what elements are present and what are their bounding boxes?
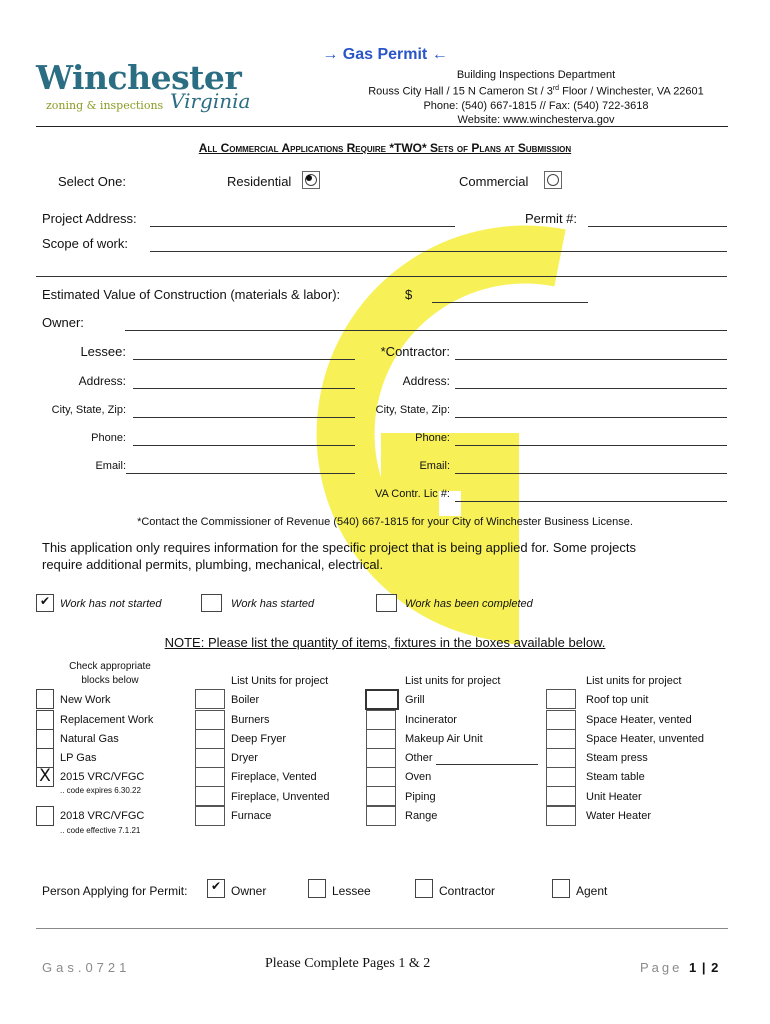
- permit-number-input[interactable]: [588, 226, 727, 227]
- roof-top-unit-label: Roof top unit: [586, 694, 649, 706]
- estimated-value-input[interactable]: [432, 302, 588, 303]
- header-divider: [36, 126, 728, 127]
- new-work-label: New Work: [60, 694, 111, 706]
- owner-checkbox[interactable]: ✔: [207, 879, 225, 898]
- roof-top-unit-qty[interactable]: [546, 689, 576, 709]
- deep-fryer-label: Deep Fryer: [231, 733, 287, 745]
- logo-state: Virginia: [170, 89, 251, 113]
- vrc-2015-label: 2015 VRC/VFGC: [60, 771, 145, 783]
- dryer-label: Dryer: [231, 752, 258, 764]
- residential-radio[interactable]: [302, 171, 320, 189]
- space-heater-vented-qty[interactable]: [546, 710, 576, 730]
- lp-gas-label: LP Gas: [60, 752, 97, 764]
- work-not-started-checkbox[interactable]: ✔: [36, 594, 54, 612]
- lessee-checkbox[interactable]: [308, 879, 326, 898]
- lessee-email-label: Email:: [95, 460, 126, 472]
- natural-gas-label: Natural Gas: [60, 733, 119, 745]
- lessee-label: Lessee:: [80, 344, 126, 359]
- work-completed-checkbox[interactable]: [376, 594, 397, 612]
- agent-checkbox[interactable]: [552, 879, 570, 898]
- makeup-air-unit-qty[interactable]: [366, 729, 396, 749]
- dollar-sign: $: [405, 287, 413, 302]
- work-started-label: Work has started: [231, 598, 315, 610]
- new-work-checkbox[interactable]: [36, 689, 54, 709]
- lp-gas-checkbox[interactable]: [36, 748, 54, 768]
- va-license-label: VA Contr. Lic #:: [374, 488, 450, 500]
- page-title: → Gas Permit ←: [322, 46, 448, 63]
- lessee-phone-input[interactable]: [133, 445, 355, 446]
- fireplace-vented-qty[interactable]: [195, 767, 225, 787]
- lessee-phone-label: Phone:: [91, 432, 126, 444]
- grill-qty[interactable]: [365, 689, 399, 710]
- deep-fryer-qty[interactable]: [195, 729, 225, 749]
- col3-header: List units for project: [405, 675, 501, 687]
- grill-label: Grill: [405, 694, 425, 706]
- fireplace-vented-label: Fireplace, Vented: [231, 771, 317, 783]
- complete-pages-note: Please Complete Pages 1 & 2: [265, 956, 431, 971]
- other-qty[interactable]: [366, 748, 396, 768]
- department-info: [362, 68, 710, 127]
- permit-number-label: Permit #:: [525, 211, 578, 226]
- space-heater-unvented-qty[interactable]: [546, 729, 576, 749]
- contractor-email-input[interactable]: [455, 473, 727, 474]
- makeup-air-unit-label: Makeup Air Unit: [405, 733, 483, 745]
- other-description-input[interactable]: [436, 764, 538, 765]
- work-completed-label: Work has been completed: [405, 598, 533, 610]
- contractor-email-label: Email:: [419, 460, 450, 472]
- furnace-qty[interactable]: [195, 806, 225, 826]
- water-heater-qty[interactable]: [546, 806, 576, 826]
- lessee-city-input[interactable]: [133, 417, 355, 418]
- owner-input[interactable]: [125, 330, 727, 331]
- va-license-input[interactable]: [455, 501, 727, 502]
- project-address-input[interactable]: [150, 226, 455, 227]
- application-note-line-1: This application only requires information for the specific project that is being applied for. Some projects: [42, 540, 636, 555]
- contractor-address-input[interactable]: [455, 388, 727, 389]
- department-website: Website: www.winchesterva.gov: [457, 113, 615, 126]
- estimated-value-label: Estimated Value of Construction (materials & labor):: [42, 287, 341, 302]
- logo-wordmark: Winchester: [36, 58, 242, 97]
- plans-requirement-heading: All Commercial Applications Require *TWO* Sets of Plans at Submission: [198, 141, 572, 155]
- fireplace-unvented-qty[interactable]: [195, 786, 225, 806]
- department-name: Building Inspections Department: [456, 69, 616, 81]
- owner-label: Owner:: [42, 315, 84, 330]
- steam-table-qty[interactable]: [546, 767, 576, 787]
- scope-label: Scope of work:: [42, 236, 128, 251]
- water-heater-label: Water Heater: [586, 810, 652, 822]
- form-code: Gas.0721: [42, 960, 131, 975]
- replacement-work-label: Replacement Work: [60, 714, 154, 726]
- lessee-email-input[interactable]: [126, 473, 355, 474]
- range-qty[interactable]: [366, 806, 396, 826]
- commercial-label: Commercial: [459, 174, 529, 189]
- contractor-input[interactable]: [455, 359, 727, 360]
- project-address-label: Project Address:: [42, 211, 137, 226]
- other-label: Other: [405, 752, 433, 764]
- space-heater-unvented-label: Space Heater, unvented: [586, 733, 705, 745]
- replacement-work-checkbox[interactable]: [36, 710, 54, 730]
- commercial-radio[interactable]: [544, 171, 562, 189]
- logo-subtitle: zoning & inspections: [46, 99, 164, 112]
- boiler-label: Boiler: [231, 694, 260, 706]
- dryer-qty[interactable]: [195, 748, 225, 768]
- unit-heater-qty[interactable]: [546, 786, 576, 806]
- natural-gas-checkbox[interactable]: [36, 729, 54, 749]
- col1-header-line-2: blocks below: [81, 675, 139, 686]
- contractor-option-label: Contractor: [439, 884, 496, 898]
- lessee-input[interactable]: [133, 359, 355, 360]
- vrc-2018-checkbox[interactable]: [36, 806, 54, 826]
- contractor-city-input[interactable]: [455, 417, 727, 418]
- incinerator-label: Incinerator: [405, 714, 457, 726]
- contractor-phone-label: Phone:: [415, 432, 450, 444]
- space-heater-vented-label: Space Heater, vented: [586, 714, 692, 726]
- col4-header: List units for project: [586, 675, 682, 687]
- boiler-qty[interactable]: [195, 689, 225, 709]
- burners-qty[interactable]: [195, 710, 225, 730]
- footer-divider: [36, 928, 728, 929]
- vrc-2018-note: .. code effective 7.1.21: [60, 826, 141, 835]
- steam-table-label: Steam table: [586, 771, 645, 783]
- scope-input-line-2[interactable]: [36, 276, 727, 277]
- vrc-2018-label: 2018 VRC/VFGC: [60, 810, 145, 822]
- owner-option-label: Owner: [231, 884, 267, 898]
- contractor-checkbox[interactable]: [415, 879, 433, 898]
- lessee-city-label: City, State, Zip:: [51, 404, 126, 416]
- page-number: Page 1 | 2: [640, 960, 720, 975]
- department-phone: Phone: (540) 667-1815 // Fax: (540) 722-3618: [423, 99, 649, 112]
- lessee-address-input[interactable]: [133, 388, 355, 389]
- oven-qty[interactable]: [366, 767, 396, 787]
- quantity-note: NOTE: Please list the quantity of items, fixtures in the boxes available below.: [164, 635, 606, 650]
- lessee-option-label: Lessee: [332, 884, 371, 898]
- agent-option-label: Agent: [576, 884, 608, 898]
- work-not-started-label: Work has not started: [60, 598, 162, 610]
- col2-header: List Units for project: [231, 675, 329, 687]
- steam-press-qty[interactable]: [546, 748, 576, 768]
- work-started-checkbox[interactable]: [201, 594, 222, 612]
- oven-label: Oven: [405, 771, 432, 783]
- range-label: Range: [405, 810, 438, 822]
- contractor-phone-input[interactable]: [455, 445, 727, 446]
- fireplace-unvented-label: Fireplace, Unvented: [231, 791, 330, 803]
- application-note-line-2: require additional permits, plumbing, mechanical, electrical.: [42, 557, 384, 572]
- applicant-label: Person Applying for Permit:: [42, 884, 188, 898]
- piping-label: Piping: [405, 791, 436, 803]
- piping-qty[interactable]: [366, 786, 396, 806]
- unit-heater-label: Unit Heater: [586, 791, 642, 803]
- contractor-city-label: City, State, Zip:: [375, 404, 450, 416]
- vrc-2015-note: .. code expires 6.30.22: [60, 786, 141, 795]
- department-address: Rouss City Hall / 15 N Cameron St / 3rd Floor / Winchester, VA 22601: [368, 85, 704, 98]
- contractor-address-label: Address:: [402, 374, 450, 388]
- col1-header-line-1: Check appropriate: [69, 661, 151, 672]
- incinerator-qty[interactable]: [366, 710, 396, 730]
- contractor-label: *Contractor:: [380, 344, 450, 359]
- vrc-2015-checkbox[interactable]: X: [36, 767, 54, 787]
- steam-press-label: Steam press: [586, 752, 648, 764]
- lessee-address-label: Address:: [78, 374, 126, 388]
- burners-label: Burners: [231, 714, 270, 726]
- select-one-label: Select One:: [58, 174, 126, 189]
- scope-input[interactable]: [150, 251, 727, 252]
- furnace-label: Furnace: [231, 810, 272, 822]
- residential-label: Residential: [227, 174, 292, 189]
- business-license-note: *Contact the Commissioner of Revenue (540) 667-1815 for your City of Winchester Business License.: [137, 516, 633, 528]
